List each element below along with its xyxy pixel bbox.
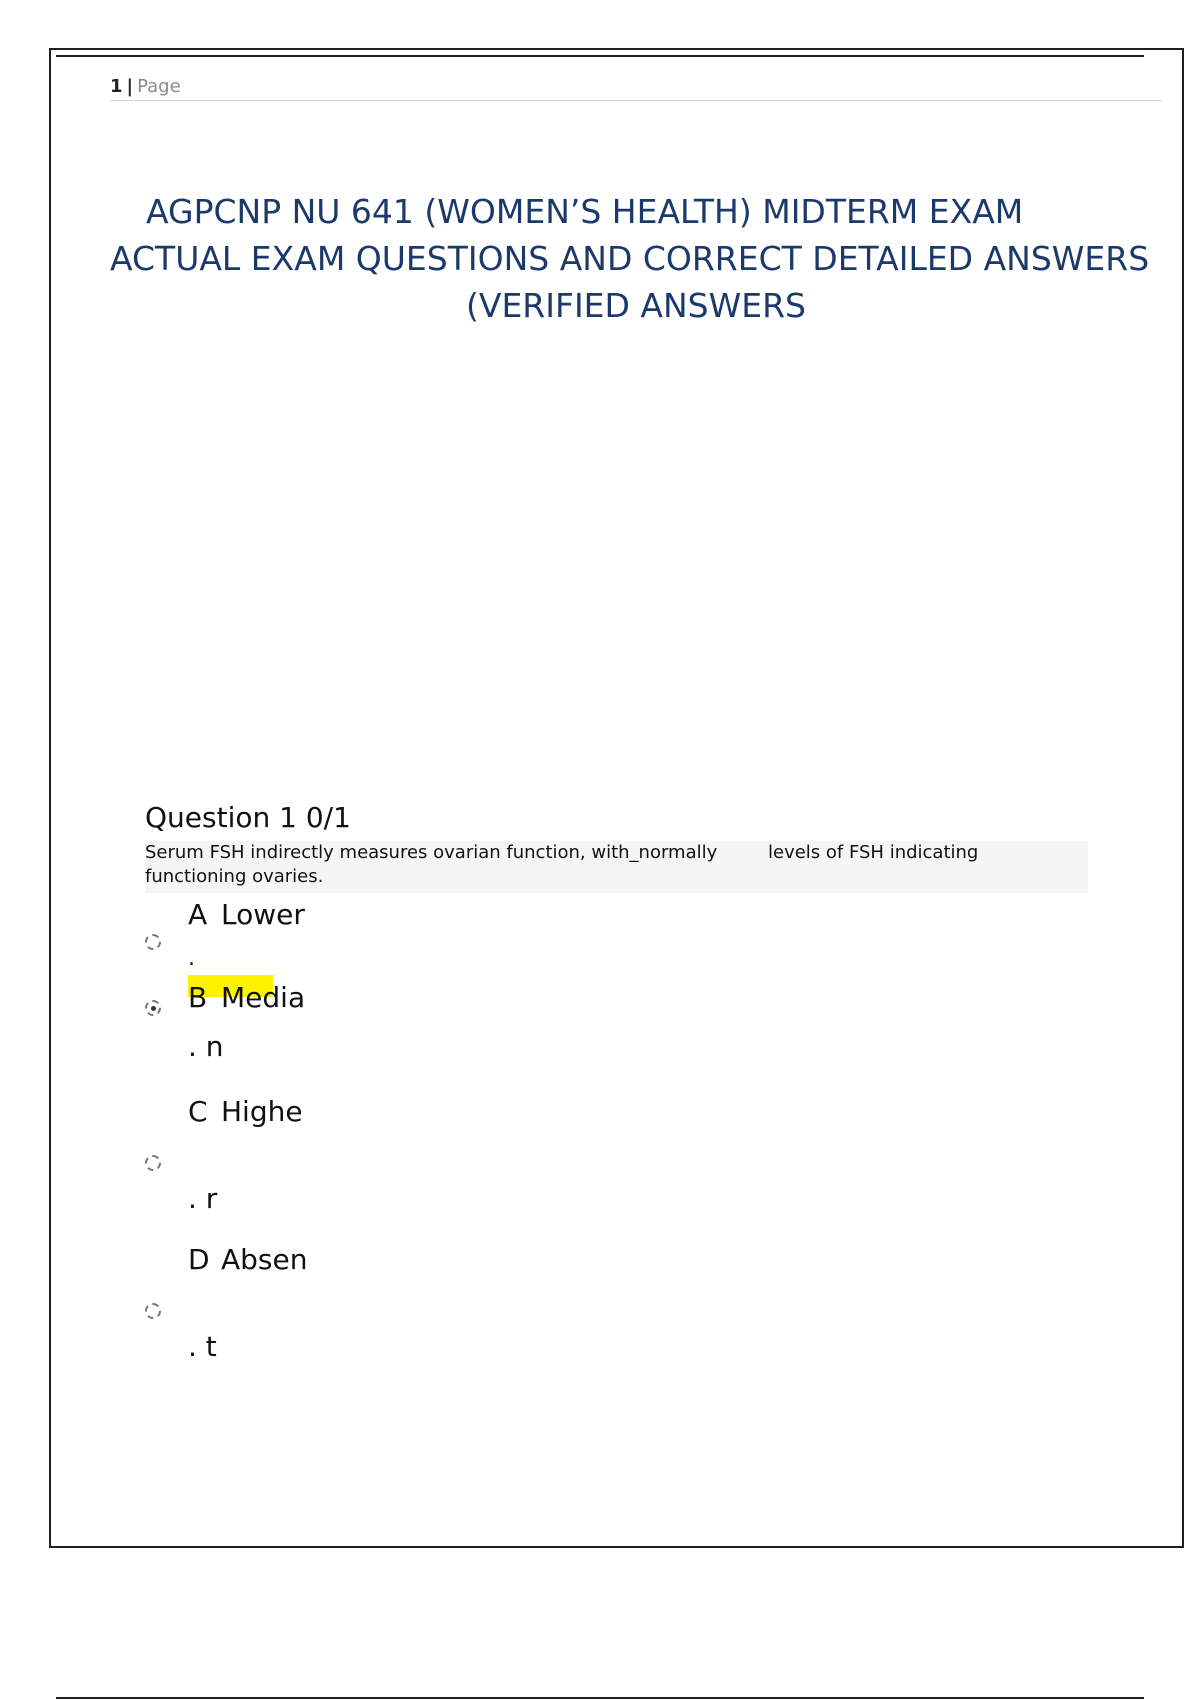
title-line-3: (VERIFIED ANSWERS xyxy=(466,286,806,325)
option-b-text: Media xyxy=(221,981,306,1014)
option-d-tail: . t xyxy=(188,1330,217,1363)
title-line-1: AGPCNP NU 641 (WOMEN’S HEALTH) MIDTERM EXAM xyxy=(146,192,1024,231)
question-title: Question 1 0/1 xyxy=(145,801,351,834)
option-d-radio[interactable] xyxy=(145,1303,161,1319)
option-c-letter: C xyxy=(188,1095,208,1128)
option-d-text: Absen xyxy=(221,1243,308,1276)
option-a-tail: . xyxy=(188,946,195,971)
option-b[interactable] xyxy=(145,981,545,1061)
question-text-line2: functioning ovaries. xyxy=(145,866,324,887)
option-c-text: Highe xyxy=(221,1095,303,1128)
bottom-rule xyxy=(56,1697,1144,1699)
top-rule xyxy=(56,55,1144,57)
option-a[interactable] xyxy=(145,898,545,971)
question-text xyxy=(145,841,1088,893)
option-d-letter: D xyxy=(188,1243,210,1276)
page-label: Page xyxy=(137,76,181,97)
question-text-part1: Serum FSH indirectly measures ovarian function, with_normally xyxy=(145,842,718,863)
document-title xyxy=(110,188,1162,329)
option-b-tail: . n xyxy=(188,1030,224,1063)
option-a-text: Lower xyxy=(221,898,305,931)
option-d[interactable] xyxy=(145,1243,545,1363)
option-c-tail: . r xyxy=(188,1182,218,1215)
option-b-letter: B xyxy=(188,981,208,1014)
page-number: 1 xyxy=(110,76,123,97)
option-a-letter: A xyxy=(188,898,208,931)
option-c-radio[interactable] xyxy=(145,1155,161,1171)
option-c[interactable] xyxy=(145,1095,545,1215)
page-separator: | xyxy=(126,76,134,97)
title-line-2: ACTUAL EXAM QUESTIONS AND CORRECT DETAILED ANSWERS xyxy=(110,239,1150,278)
page-header xyxy=(110,76,1162,101)
question-text-part2: levels of FSH indicating xyxy=(768,842,979,863)
option-b-radio[interactable] xyxy=(145,1000,161,1016)
option-a-radio[interactable] xyxy=(145,934,161,950)
